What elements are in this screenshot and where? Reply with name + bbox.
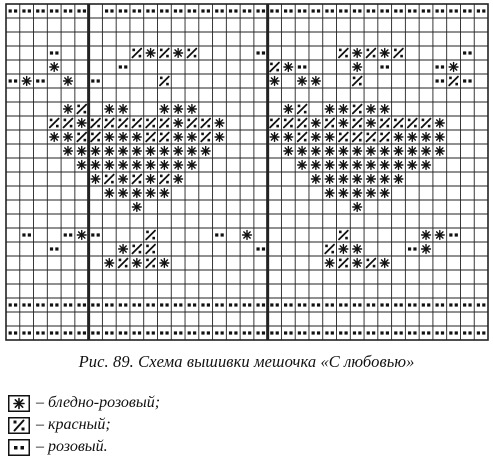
pale-pink-star-stitch: [174, 119, 183, 128]
pale-pink-star-stitch: [146, 49, 155, 58]
pale-pink-star-stitch: [367, 161, 376, 170]
pale-pink-star-stitch: [91, 161, 100, 170]
pale-pink-star-stitch: [77, 231, 86, 240]
pink-dots-icon: [8, 439, 30, 456]
pale-pink-star-stitch: [394, 133, 403, 142]
pale-pink-star-stitch: [311, 147, 320, 156]
pale-pink-star-stitch: [353, 63, 362, 72]
legend-label-pale-pink: – бледно-розовый;: [36, 394, 161, 411]
pale-pink-star-stitch: [311, 133, 320, 142]
pale-pink-star-stitch: [339, 245, 348, 254]
pale-pink-star-stitch: [408, 147, 417, 156]
pale-pink-star-stitch: [367, 147, 376, 156]
pale-pink-star-stitch: [380, 189, 389, 198]
figure-caption: Рис. 89. Схема вышивки мешочка «С любовью»: [78, 352, 415, 371]
pale-pink-star-stitch: [132, 203, 141, 212]
pale-pink-star-stitch: [311, 161, 320, 170]
pale-pink-star-stitch: [325, 259, 334, 268]
pale-pink-star-stitch: [394, 175, 403, 184]
pale-pink-star-stitch: [105, 259, 114, 268]
pale-pink-star-stitch: [394, 161, 403, 170]
pale-pink-star-stitch: [339, 119, 348, 128]
pale-pink-star-stitch: [311, 77, 320, 86]
pale-pink-star-stitch: [325, 133, 334, 142]
pale-pink-star-stitch: [339, 147, 348, 156]
pale-pink-star-stitch: [367, 175, 376, 184]
pale-pink-star-stitch: [50, 63, 59, 72]
pale-pink-star-stitch: [215, 133, 224, 142]
pale-pink-star-stitch: [380, 147, 389, 156]
pale-pink-star-stitch: [367, 119, 376, 128]
pale-pink-star-stitch: [422, 245, 431, 254]
pale-pink-star-stitch: [146, 189, 155, 198]
pale-pink-star-stitch: [119, 147, 128, 156]
pale-pink-star-stitch: [174, 175, 183, 184]
pale-pink-star-stitch: [353, 259, 362, 268]
pale-pink-star-stitch: [353, 189, 362, 198]
pale-pink-star-stitch: [22, 77, 31, 86]
pale-pink-star-stitch: [160, 259, 169, 268]
pale-pink-star-stitch: [422, 161, 431, 170]
pale-pink-star-stitch: [298, 77, 307, 86]
pale-pink-star-stitch: [394, 147, 403, 156]
legend-item-red: [8, 414, 488, 436]
pale-pink-star-stitch: [174, 49, 183, 58]
pale-pink-star-stitch: [243, 231, 252, 240]
pale-pink-star-stitch: [64, 105, 73, 114]
pale-pink-star-stitch: [119, 175, 128, 184]
pale-pink-star-icon: [8, 395, 30, 412]
pale-pink-star-stitch: [146, 147, 155, 156]
pale-pink-star-stitch: [105, 105, 114, 114]
pale-pink-star-stitch: [91, 175, 100, 184]
pale-pink-star-stitch: [91, 147, 100, 156]
legend-item-pink: [8, 436, 488, 458]
pale-pink-star-stitch: [339, 161, 348, 170]
pale-pink-star-stitch: [105, 189, 114, 198]
pale-pink-star-stitch: [435, 133, 444, 142]
pale-pink-star-stitch: [119, 161, 128, 170]
pale-pink-star-stitch: [325, 105, 334, 114]
pale-pink-star-stitch: [119, 189, 128, 198]
pale-pink-star-stitch: [270, 77, 279, 86]
pale-pink-star-stitch: [160, 189, 169, 198]
pale-pink-star-stitch: [380, 49, 389, 58]
pale-pink-star-stitch: [105, 161, 114, 170]
pale-pink-star-stitch: [380, 161, 389, 170]
pale-pink-star-stitch: [311, 175, 320, 184]
pale-pink-star-stitch: [339, 175, 348, 184]
pale-pink-star-stitch: [132, 147, 141, 156]
pale-pink-star-stitch: [325, 175, 334, 184]
legend-label-red: – красный;: [36, 416, 111, 433]
pale-pink-star-stitch: [188, 105, 197, 114]
pale-pink-star-stitch: [367, 105, 376, 114]
pale-pink-star-stitch: [284, 63, 293, 72]
pale-pink-star-stitch: [160, 105, 169, 114]
pale-pink-star-stitch: [353, 49, 362, 58]
pale-pink-star-stitch: [105, 147, 114, 156]
pale-pink-star-stitch: [353, 245, 362, 254]
pale-pink-star-stitch: [353, 147, 362, 156]
pale-pink-star-stitch: [367, 189, 376, 198]
pale-pink-star-stitch: [422, 231, 431, 240]
pale-pink-star-stitch: [380, 105, 389, 114]
pale-pink-star-stitch: [119, 105, 128, 114]
pale-pink-star-stitch: [132, 189, 141, 198]
pale-pink-star-stitch: [422, 133, 431, 142]
legend: [8, 392, 488, 458]
legend-label-pink: – розовый.: [36, 438, 108, 455]
pale-pink-star-stitch: [77, 147, 86, 156]
pale-pink-star-stitch: [298, 161, 307, 170]
pale-pink-star-stitch: [160, 161, 169, 170]
pale-pink-star-stitch: [284, 133, 293, 142]
pale-pink-star-stitch: [380, 175, 389, 184]
pale-pink-star-stitch: [146, 175, 155, 184]
pale-pink-star-stitch: [50, 133, 59, 142]
pale-pink-star-stitch: [435, 147, 444, 156]
pale-pink-star-stitch: [174, 133, 183, 142]
pale-pink-star-stitch: [325, 161, 334, 170]
pale-pink-star-stitch: [435, 231, 444, 240]
pale-pink-star-stitch: [215, 119, 224, 128]
pale-pink-star-stitch: [64, 77, 73, 86]
pale-pink-star-stitch: [64, 133, 73, 142]
pale-pink-star-stitch: [201, 147, 210, 156]
pale-pink-star-stitch: [311, 119, 320, 128]
pale-pink-star-stitch: [339, 105, 348, 114]
pale-pink-star-stitch: [270, 133, 279, 142]
pale-pink-star-stitch: [132, 161, 141, 170]
legend-item-pale-pink: [8, 392, 488, 414]
pale-pink-star-stitch: [325, 147, 334, 156]
pale-pink-star-stitch: [132, 133, 141, 142]
pale-pink-star-stitch: [353, 175, 362, 184]
pale-pink-star-stitch: [353, 203, 362, 212]
pale-pink-star-stitch: [298, 147, 307, 156]
pale-pink-star-stitch: [339, 189, 348, 198]
pale-pink-star-stitch: [188, 133, 197, 142]
pale-pink-star-stitch: [188, 161, 197, 170]
pale-pink-star-stitch: [284, 105, 293, 114]
pale-pink-star-stitch: [132, 259, 141, 268]
pale-pink-star-stitch: [353, 161, 362, 170]
pale-pink-star-stitch: [77, 119, 86, 128]
pale-pink-star-stitch: [408, 161, 417, 170]
pale-pink-star-stitch: [449, 63, 458, 72]
pale-pink-star-stitch: [422, 147, 431, 156]
red-slash-icon: [8, 417, 30, 434]
pale-pink-star-stitch: [188, 147, 197, 156]
pale-pink-star-stitch: [119, 133, 128, 142]
pale-pink-star-stitch: [64, 147, 73, 156]
pale-pink-star-stitch: [77, 161, 86, 170]
pale-pink-star-stitch: [146, 161, 155, 170]
pale-pink-star-stitch: [435, 119, 444, 128]
pale-pink-star-stitch: [174, 161, 183, 170]
pale-pink-star-stitch: [325, 189, 334, 198]
pale-pink-star-stitch: [160, 147, 169, 156]
pale-pink-star-stitch: [174, 147, 183, 156]
pale-pink-star-stitch: [284, 147, 293, 156]
pale-pink-star-stitch: [408, 133, 417, 142]
pale-pink-star-stitch: [105, 133, 114, 142]
pale-pink-star-stitch: [380, 259, 389, 268]
pale-pink-star-stitch: [119, 245, 128, 254]
pale-pink-star-stitch: [174, 105, 183, 114]
